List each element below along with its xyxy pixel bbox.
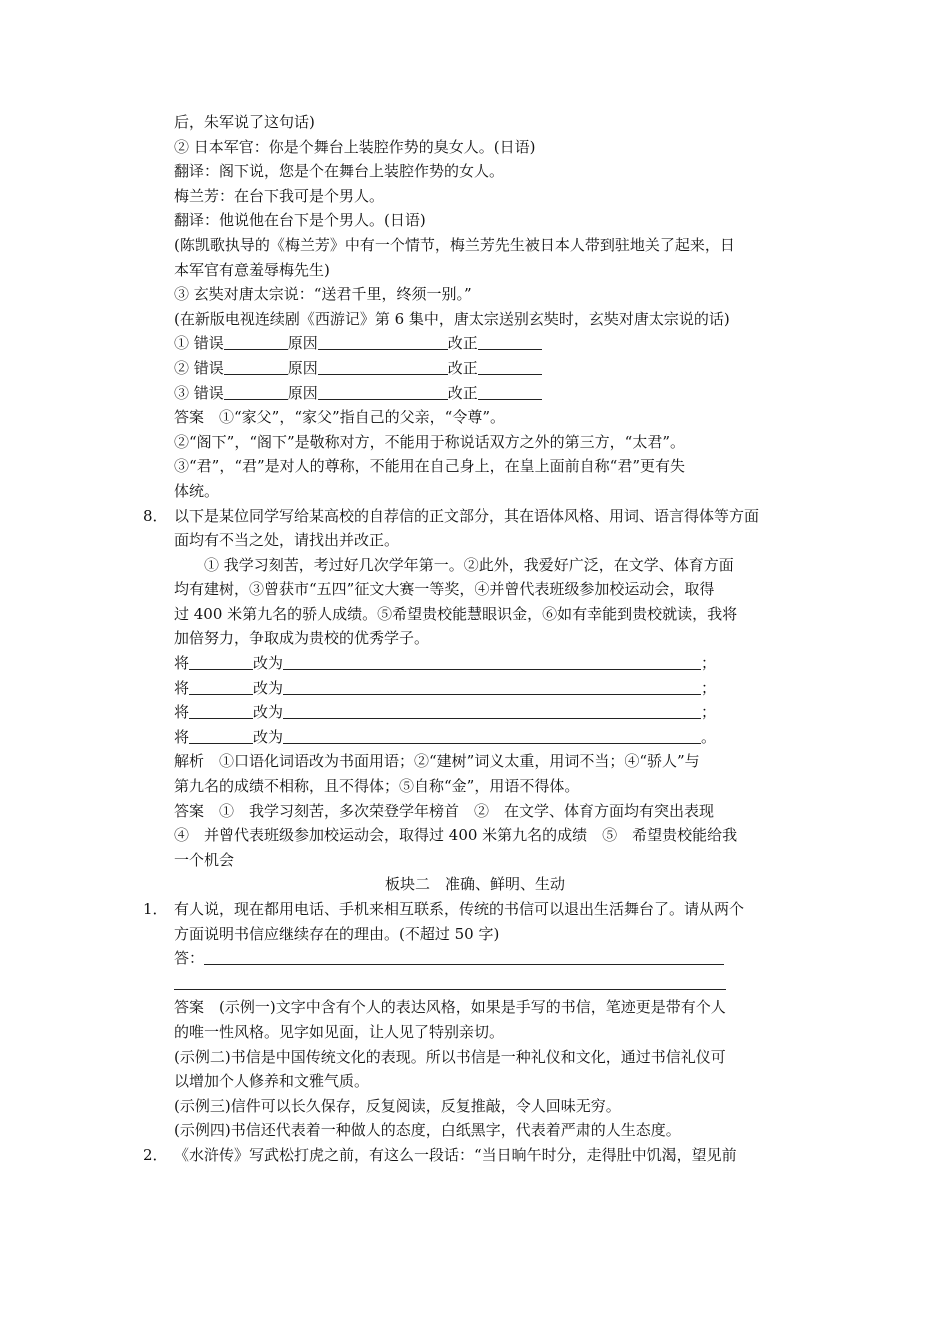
answer-input-row [0, 946, 950, 971]
answer-line: ④ 并曾代表班级参加校运动会，取得过 400 米第九名的成绩 ⑤ 希望贵校能给我 [174, 826, 738, 845]
original-blank[interactable] [189, 653, 253, 670]
text-line: 后，朱军说了这句话) [174, 113, 315, 131]
question-number: 8． [143, 506, 168, 525]
answer-line: 答案 ① 我学习刻苦，多次荣登学年榜首 ② 在文学、体育方面均有突出表现 [174, 801, 715, 820]
reason-label: 原因 [287, 358, 318, 377]
text-line: ② 日本军官：你是个舞台上装腔作势的臭女人。(日语) [174, 137, 536, 156]
error-blank[interactable] [224, 383, 288, 400]
question-text: 《水浒传》写武松打虎之前，有这么一段话：“当日晌午时分，走得肚中饥渴，望见前 [174, 1145, 737, 1164]
correction-label: 改正 [447, 383, 478, 402]
answer-line: 答案 ①“家父”，“家父”指自己的父亲，“令尊”。 [174, 408, 506, 427]
answer-line: ③“君”，“君”是对人的尊称，不能用在自己身上，在皇上面前自称“君”更有失 [174, 457, 686, 476]
question-line [0, 897, 950, 922]
passage-line: 加倍努力，争取成为贵校的优秀学子。 [174, 629, 430, 648]
answer-line: 以增加个人修养和文雅气质。 [174, 1072, 370, 1091]
correction-blank[interactable] [478, 383, 542, 400]
reason-blank[interactable] [318, 333, 448, 350]
gaiwei-label: 改为 [253, 727, 284, 746]
answer-line: 的唯一性风格。见字如见面，让人见了特别亲切。 [174, 1022, 505, 1041]
row-punct: ； [701, 654, 717, 673]
correction-blank[interactable] [478, 333, 542, 350]
question-number: 1． [143, 900, 168, 918]
reason-blank[interactable] [318, 358, 448, 375]
row-punct: ； [701, 678, 717, 697]
correction-row [0, 700, 950, 725]
fill-row [0, 331, 950, 356]
answer-label: 答： [174, 949, 205, 968]
text-line: 翻译：阁下说，您是个在舞台上装腔作势的女人。 [174, 162, 505, 181]
revised-blank[interactable] [283, 653, 701, 670]
original-blank[interactable] [189, 727, 253, 744]
reason-blank[interactable] [318, 383, 448, 400]
correction-row [0, 725, 950, 750]
answer-line: 一个机会 [174, 850, 235, 869]
error-label: ② 错误 [174, 358, 224, 377]
fill-row [0, 381, 950, 406]
answer-line: (示例四)书信还代表着一种做人的态度，白纸黑字，代表着严肃的人生态度。 [174, 1121, 681, 1140]
correction-blank[interactable] [478, 358, 542, 375]
question-number: 2． [143, 1145, 168, 1164]
correction-row [0, 676, 950, 701]
gaiwei-label: 改为 [253, 654, 284, 673]
fill-row [0, 356, 950, 381]
correction-label: 改正 [447, 358, 478, 377]
error-blank[interactable] [224, 358, 288, 375]
jiang-label: 将 [174, 678, 190, 697]
text-line: (陈凯歌执导的《梅兰芳》中有一个情节，梅兰芳先生被日本人带到驻地关了起来，日 [174, 235, 735, 254]
revised-blank[interactable] [283, 702, 701, 719]
jiang-label: 将 [174, 654, 190, 673]
error-blank[interactable] [224, 333, 288, 350]
revised-blank[interactable] [283, 727, 701, 744]
answer-line: 答案 (示例一)文字中含有个人的表达风格，如果是手写的书信，笔迹更是带有个人 [174, 998, 726, 1017]
passage-line: 均有建树，③曾获市“五四”征文大赛一等奖，④并曾代表班级参加校运动会，取得 [174, 580, 715, 599]
analysis-line: 解析 ①口语化词语改为书面用语；②“建树”词义太重，用词不当；④“骄人”与 [174, 752, 700, 771]
passage-line: 过 400 米第九名的骄人成绩。⑤希望贵校能慧眼识金，⑥如有幸能到贵校就读，我将 [174, 604, 738, 623]
original-blank[interactable] [189, 678, 253, 695]
text-line: (在新版电视连续剧《西游记》第 6 集中，唐太宗送别玄奘时，玄奘对唐太宗说的话) [174, 309, 730, 328]
question-line: 面均有不当之处，请找出并改正。 [174, 531, 400, 550]
answer-line: (示例三)信件可以长久保存，反复阅读，反复推敲，令人回味无穷。 [174, 1096, 621, 1115]
question-line: 方面说明书信应继续存在的理由。(不超过 50 字) [174, 924, 500, 943]
question-text: 有人说，现在都用电话、手机来相互联系，传统的书信可以退出生活舞台了。请从两个 [174, 900, 745, 918]
gaiwei-label: 改为 [253, 703, 284, 722]
correction-row [0, 651, 950, 676]
reason-label: 原因 [287, 334, 318, 353]
gaiwei-label: 改为 [253, 678, 284, 697]
section-heading: 板块二 准确、鲜明、生动 [384, 875, 565, 894]
answer-line: 体统。 [174, 481, 220, 500]
question-text: 以下是某位同学写给某高校的自荐信的正文部分，其在语体风格、用词、语言得体等方面 [174, 506, 760, 525]
text-line: 本军官有意羞辱梅先生) [174, 260, 330, 279]
answer-blank[interactable] [174, 973, 726, 990]
jiang-label: 将 [174, 727, 190, 746]
text-line: ③ 玄奘对唐太宗说：“送君千里，终须一别。” [174, 285, 472, 304]
passage-line: ① 我学习刻苦，考过好几次学年第一。②此外，我爱好广泛，在文学、体育方面 [204, 555, 734, 574]
original-blank[interactable] [189, 702, 253, 719]
answer-input-row [0, 971, 950, 996]
row-punct: ； [701, 703, 717, 722]
correction-label: 改正 [447, 334, 478, 353]
question-line [0, 1143, 950, 1168]
text-line: 翻译：他说他在台下是个男人。(日语) [174, 211, 426, 230]
text-line: 梅兰芳：在台下我可是个男人。 [174, 186, 385, 205]
answer-blank[interactable] [204, 948, 724, 965]
error-label: ③ 错误 [174, 383, 224, 402]
analysis-line: 第九名的成绩不相称，且不得体；⑤自称“金”，用语不得体。 [174, 777, 580, 796]
error-label: ① 错误 [174, 334, 224, 353]
question-line [0, 504, 950, 529]
answer-line: ②“阁下”，“阁下”是敬称对方，不能用于称说话双方之外的第三方，“太君”。 [174, 432, 686, 451]
page-content [0, 110, 950, 1168]
row-punct: 。 [701, 727, 717, 746]
jiang-label: 将 [174, 703, 190, 722]
answer-line: (示例二)书信是中国传统文化的表现。所以书信是一种礼仪和文化，通过书信礼仪可 [174, 1047, 726, 1066]
revised-blank[interactable] [283, 678, 701, 695]
reason-label: 原因 [287, 383, 318, 402]
